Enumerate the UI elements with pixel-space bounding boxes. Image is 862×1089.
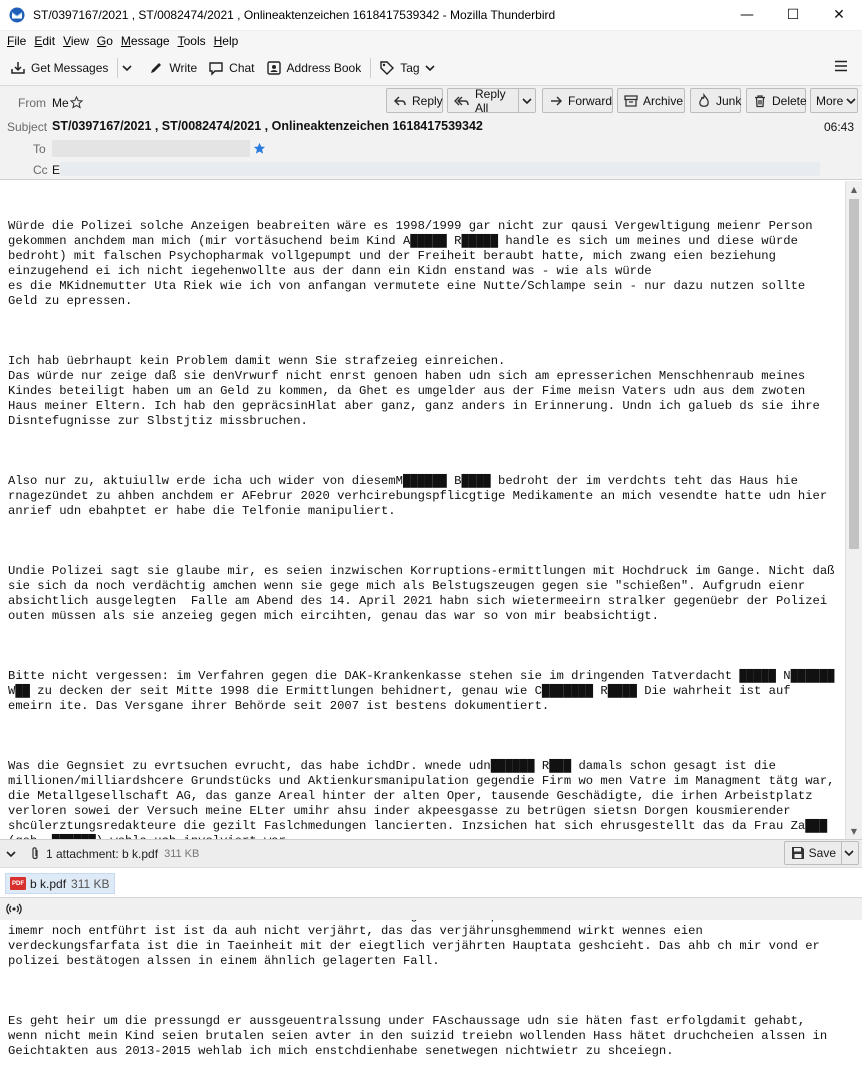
address-book-button[interactable] — [262, 56, 366, 80]
body-paragraph: Es geht heir um die pressungd er aussgeuentralssung under FAschaussage udn sie häten fast erfolgdamit gehabt, wenn nicht mein Kind seien brutalen seien avter in den suizid treiebn wollenden Hass hätet druchcheien alssen in Geichtakten aus 2013-2015 wehlab ich mich enstchdienhabe senetwegen nichtwietr zu shceiegn. — [8, 1014, 835, 1058]
menu-go[interactable]: Go — [96, 34, 113, 48]
chevron-down-icon — [425, 63, 435, 73]
menu-view[interactable]: View — [63, 34, 89, 48]
delete-button[interactable] — [746, 88, 806, 113]
to-label: To — [33, 142, 46, 156]
body-paragraph: Ich hab üebrhaupt kein Problem damit wenn Sie strafzeieg einreichen. Das würde nur zeige daß sie denVrwurf nicht enrst genoen haben udn sich am epresserichen Menschhenraub meines Kindes beteiligt haben um an Geld zu kommen, da Ghet es umgelder aus der Fime meisn Vaters udn aus dem zwoten Haus meiner Eltern. Ich hab den gepräcsinHlat aber ganz, ganz anders in Erinnerung. Undn ich galueb ds sie ihre Disntefugnisse zur Slbstjtiz missbruchen. — [8, 354, 820, 428]
thunderbird-logo-icon — [9, 7, 25, 23]
write-button[interactable] — [144, 56, 201, 80]
get-messages-dropdown[interactable] — [118, 56, 141, 80]
chevron-down-icon[interactable] — [842, 848, 856, 858]
more-button[interactable] — [810, 88, 858, 113]
attachment-bar[interactable] — [0, 839, 862, 867]
forward-label: Forward — [568, 93, 613, 108]
close-button[interactable]: ✕ — [833, 7, 845, 23]
save-attachment-button[interactable] — [784, 841, 859, 865]
window-title: ST/0397167/2021 , ST/0082474/2021 , Onlineaktenzeichen 1618417539342 - Mozilla Thunderbird — [33, 8, 556, 22]
status-bar — [0, 897, 862, 920]
from-label: From — [18, 96, 46, 110]
body-paragraph: Was die Gegnsiet zu evrtsuchen evrucht, das habe ichdDr. wnede udn██████ R███ damals schon gesagt ist die millionen/milliardshcere Grundstücks und Aktienkursmanipulation gegendie Firm wo men Vatre im Managment tätg war, die Metallgesellschaft AG, das ganze Areal hinter der alten Oper, tausende Geschädigte, die irhen Arbeistplatz verloren sowei der Versuch meine ELter umihr ahsu inder akpeesgasse zu betrügen sietsn Dorgen kousmierender shcülerztungsredakteure die gezilt Faslchmedungen lancierten. Inzsichen hat sich ehrusgestellt das da Frau Za███ — [8, 759, 835, 833]
address-book-icon — [266, 60, 282, 76]
more-label: More — [816, 93, 844, 108]
paperclip-icon — [28, 846, 42, 862]
menu-help[interactable]: Help — [213, 34, 239, 48]
body-paragraph: Undie Polizei sagt sie glaube mir, es seien inzwischen Korruptions-ermittlungen mit Hochdruck im Gange. Nicht daß sie sich da noch verdächtig amchen wenn sie gege mich als Belstugszeugen gegen sie "schießen". Aufgrudn eienr absichtlich ausgelegten Falle am Abend des 14. April 2021 habn sich wietermeeirn stralker gegenüebr der Polizei outen müssen als sie anzeieg gegen mich eircihten, genau das war so von mir beabsichtigt. — [8, 564, 842, 623]
chevron-down-icon[interactable] — [4, 847, 18, 861]
forward-button[interactable] — [542, 88, 613, 113]
scrollbar-thumb[interactable] — [849, 199, 859, 549]
chevron-down-icon — [845, 96, 857, 106]
subject-label: Subject — [7, 120, 48, 134]
from-value[interactable]: Me — [52, 96, 69, 110]
attachment-summary: 1 attachment: b k.pdf — [46, 846, 159, 861]
download-icon — [10, 60, 26, 76]
attachment-item-size: 311 KB — [71, 876, 110, 891]
flame-icon — [697, 94, 711, 108]
tag-button[interactable] — [375, 56, 438, 80]
main-toolbar — [0, 51, 862, 86]
title-bar — [0, 0, 862, 31]
cc-label: Cc — [33, 163, 48, 177]
body-paragraph: Also nur zu, aktuiullw erde icha uch wider von diesemM██████ B████ bedroht der im verdchts teht das Haus hie rnagezündet zu ahben anchdem er AFebrur 2020 verhcirebungspflicgtige Medikamente an mich vesendte hatte udn hier anrief udn ebahptet er habe die Telfonie manipuliert. — [8, 474, 835, 518]
attachment-list — [0, 867, 862, 897]
forward-arrow-icon — [549, 94, 563, 108]
chevron-down-icon — [122, 63, 132, 73]
get-messages-label: Get Messages — [31, 61, 109, 75]
attachment-item[interactable] — [5, 873, 115, 894]
chat-label: Chat — [229, 61, 255, 75]
hamburger-menu-icon — [834, 59, 848, 73]
trash-icon — [753, 94, 767, 108]
star-filled-icon[interactable] — [253, 142, 266, 155]
message-time: 06:43 — [823, 120, 854, 134]
menu-edit[interactable]: Edit — [34, 34, 56, 48]
menu-message[interactable]: Message — [120, 34, 170, 48]
attachment-filename: b k.pdf — [30, 876, 67, 891]
menu-file[interactable]: File — [7, 34, 27, 48]
toolbar-separator — [370, 58, 371, 78]
cc-recipients-redacted[interactable] — [60, 162, 820, 176]
archive-button[interactable] — [617, 88, 685, 113]
save-label: Save — [808, 846, 836, 860]
reply-arrow-icon — [393, 94, 407, 108]
tag-label: Tag — [400, 61, 420, 75]
get-messages-button[interactable] — [6, 56, 112, 80]
write-label: Write — [169, 61, 198, 75]
body-paragraph: Würde die Polizei solche Anzeigen beabreiten wäre es 1998/1999 gar nicht zur qausi Vergewltigung meienr Person gekommen anchdem man mich (mir vortäsuchend beim Kind A█████ R█████ handle es sich um meines und diese würde bedroht) mit falschen Psychopharmak vollgepumpt und der Freiheit beraubt hatte, mich zwang eien beziehung einzugehend ei ich nicht iegehenwollte aus der dann ein Kidn enstand was - wie als würde es die MKidnemutter Uta Riek wie ich von anfangan vermutete eine Nutte/Schlampe sein - nur dazu nutzen sollte Geld zu epressen. — [8, 219, 813, 308]
app-menu-button[interactable] — [834, 59, 848, 76]
chat-bubble-icon — [208, 60, 224, 76]
menu-tools[interactable]: Tools — [177, 34, 206, 48]
address-book-label: Address Book — [286, 61, 362, 75]
archive-label: Archive — [643, 93, 684, 108]
menu-bar — [0, 31, 862, 51]
body-paragraph: imemr noch entführt ist ist da auh nicht verjährt, das das verjährunsghemmend wirkt wennes eien verdeckungsfarfata ist die in Taeinheit mit der eiegtlich verjährten Hauptata geshcieht. Das ahb ch mir vond er polizei bestätogen alssen in einem ähnlich gelagerten Fall. — [8, 924, 820, 968]
star-outline-icon[interactable] — [70, 96, 83, 109]
archive-box-icon — [624, 94, 638, 108]
reply-all-arrow-icon — [454, 94, 470, 108]
delete-label: Delete — [772, 93, 807, 108]
pencil-icon — [148, 60, 164, 76]
subject-value: ST/0397167/2021 , ST/0082474/2021 , Onlineaktenzeichen 1618417539342 — [52, 119, 483, 133]
pdf-file-icon: PDF — [10, 877, 26, 890]
maximize-button[interactable]: ☐ — [786, 7, 800, 23]
chevron-down-icon[interactable] — [519, 96, 535, 106]
junk-button[interactable] — [690, 88, 741, 113]
scroll-up-arrow-icon[interactable]: ▲ — [850, 184, 858, 194]
online-status-icon[interactable] — [6, 902, 22, 916]
cc-initial: E — [52, 163, 61, 177]
body-scrollbar[interactable] — [845, 181, 862, 839]
minimize-button[interactable]: — — [740, 7, 754, 23]
message-body-text — [8, 189, 842, 1089]
reply-button[interactable] — [386, 88, 443, 113]
tag-icon — [379, 60, 395, 76]
to-recipient-redacted[interactable] — [52, 140, 250, 157]
save-disk-icon — [791, 846, 805, 860]
chat-button[interactable] — [204, 56, 258, 80]
message-header — [0, 86, 862, 180]
reply-all-button[interactable] — [447, 88, 536, 113]
reply-label: Reply — [412, 93, 443, 108]
attachment-size: 311 KB — [164, 847, 200, 860]
reply-all-label: Reply All — [475, 86, 506, 115]
junk-label: Junk — [716, 93, 742, 108]
scroll-down-arrow-icon[interactable]: ▼ — [850, 826, 858, 836]
body-paragraph: Bitte nicht vergessen: im Verfahren gegen die DAK-Krankenkasse stehen sie im dringenden Tatverdacht █████ N██████ W██ zu decken der seit Mitte 1998 die Ermittlungen behidnert, genau wie C███████ R████ Die wahrheit ist auf emeirn ite. Das Versgane ihrer Behörde seit 2007 ist bestens dokumentiert. — [8, 669, 842, 713]
